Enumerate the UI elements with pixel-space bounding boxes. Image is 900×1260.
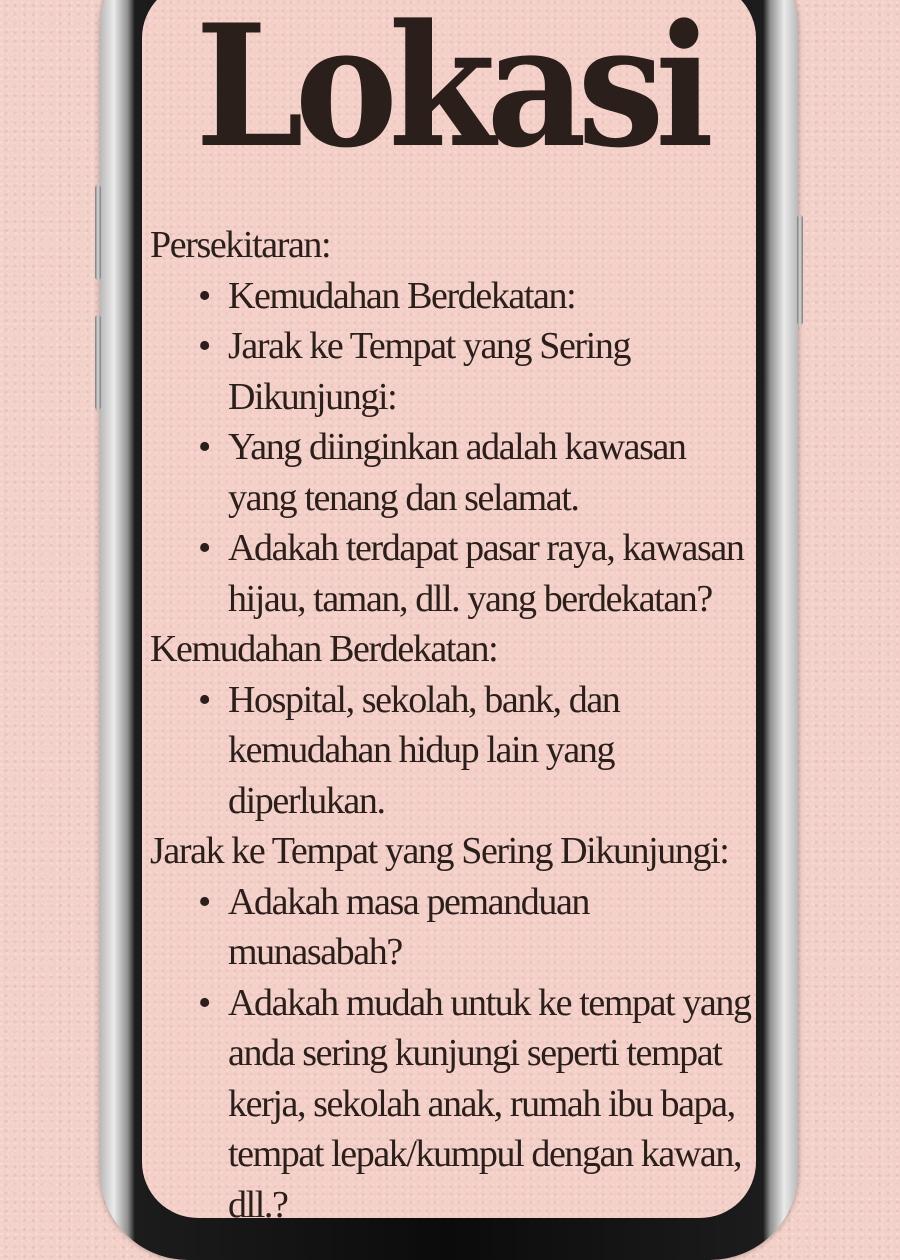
content-body	[150, 220, 770, 1230]
bullet-icon: •	[198, 527, 210, 569]
bullet-icon: •	[198, 981, 210, 1024]
list-item: • Kemudahan Berdekatan:	[150, 271, 758, 322]
bullet-icon: •	[198, 426, 210, 468]
list-item: • Adakah mudah untuk ke tempat yang anda sering kunjungi seperti tempat kerja, sekolah anak, rumah ibu bapa, tempat lepak/kumpul dengan kawan, dll.?	[150, 978, 758, 1231]
list-item: • Jarak ke Tempat yang Sering Dikunjungi:	[150, 321, 758, 422]
power-button	[797, 215, 803, 325]
section-persekitaran	[150, 220, 770, 624]
page-title: Lokasi	[195, 0, 705, 185]
section-heading: Kemudahan Berdekatan:	[150, 628, 498, 670]
volume-down-button	[95, 315, 101, 410]
volume-up-button	[95, 185, 101, 280]
section-jarak	[150, 826, 770, 1230]
bullet-list	[150, 271, 770, 625]
section-kemudahan	[150, 624, 770, 826]
list-item: • Hospital, sekolah, bank, dan kemudahan hidup lain yang diperlukan.	[150, 675, 758, 827]
bullet-list	[150, 877, 770, 1231]
section-heading: Jarak ke Tempat yang Sering Dikunjungi:	[150, 830, 729, 872]
list-item: • Yang diinginkan adalah kawasan yang tenang dan selamat.	[150, 422, 758, 523]
list-item: • Adakah masa pemanduan munasabah?	[150, 877, 758, 978]
bullet-icon: •	[198, 678, 210, 721]
list-item: • Adakah terdapat pasar raya, kawasan hijau, taman, dll. yang berdekatan?	[150, 523, 758, 624]
bullet-icon: •	[198, 325, 210, 367]
bullet-icon: •	[198, 880, 210, 923]
section-heading: Persekitaran:	[150, 224, 331, 266]
bullet-list	[150, 675, 770, 827]
bullet-icon: •	[198, 274, 210, 317]
